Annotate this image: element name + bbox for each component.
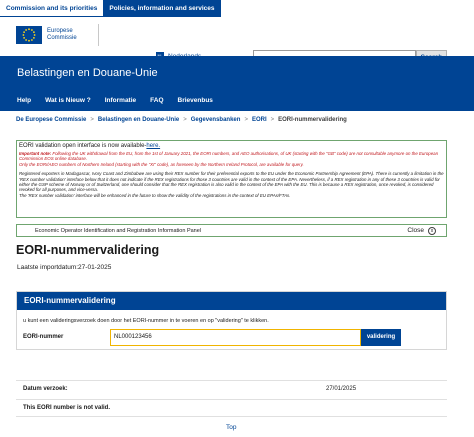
page-title: EORI-nummervalidering xyxy=(16,243,160,257)
close-button[interactable] xyxy=(407,227,436,235)
validate-button[interactable]: validering xyxy=(361,329,401,346)
tab-policies-information[interactable]: Policies, information and services xyxy=(103,0,220,17)
eu-flag-icon xyxy=(16,26,42,44)
breadcrumb-item-commission[interactable]: De Europese Commissie xyxy=(16,117,87,123)
breadcrumb-current: EORI-nummervalidering xyxy=(278,117,347,123)
close-icon: x xyxy=(428,227,436,235)
info-panel-title: Economic Operator Identification and Registration Information Panel xyxy=(35,227,202,234)
eori-input[interactable]: NL000123456 xyxy=(110,329,361,346)
notice-rex-text: Registered exporters in Madagascar, Ivory Coast and Zimbabwe are using their REX number for their preferential exports to the EU under the Economic Partnership Agreement (EPA). There is currently a limitation in the 'REX number validation' interface below that it does not indicate if the REX registrations for those 3 countries are valid in the context of the EPA. Nevertheless, if a REX registration in any of these 3 countries is valid for either the GSP scheme of Norway or of Switzerland, one should consider that the REX registration is also valid in the context of the EPA with the EU. This is because a REX registration, once revoked, is considered revoked for all purposes, and vice-versa. xyxy=(19,171,444,193)
breadcrumb-separator: > xyxy=(183,117,187,123)
request-date-value: 27/01/2025 xyxy=(326,386,357,392)
breadcrumb-item-databases[interactable]: Gegevensbanken xyxy=(190,117,241,123)
notice-open-interface xyxy=(19,143,444,149)
notice-important-text-2: Only the EORI/AEO numbers of Northern Ireland (starting with the "XI" code), as foreseen by the Northern Ireland Protocol, are available for query. xyxy=(19,161,304,167)
site-title: Belastingen en Douane-Unie xyxy=(17,67,158,79)
result-message-row xyxy=(16,400,447,417)
menu-item-information[interactable]: Informatie xyxy=(104,97,137,104)
tab-commission-priorities[interactable]: Commission and its priorities xyxy=(0,0,103,17)
logo-line-2: Commissie xyxy=(47,35,77,41)
notice-important-label: Important note: xyxy=(19,151,52,156)
validation-form xyxy=(16,291,447,350)
breadcrumb xyxy=(16,117,347,123)
breadcrumb-separator: > xyxy=(270,117,275,123)
menu-item-faq[interactable]: FAQ xyxy=(150,97,164,104)
notice-important xyxy=(19,151,444,167)
notice-rex-text-2: The 'REX number validation' interface will be enhanced in the future to show the validity of the registrations in the context of EU EPAs/FTAs. xyxy=(19,192,291,198)
form-heading: EORI-nummervalidering xyxy=(17,292,446,310)
logo-divider xyxy=(98,24,99,46)
menu-item-whats-new[interactable]: Wat is Nieuw ? xyxy=(45,97,91,104)
close-label: Close xyxy=(407,227,424,234)
back-to-top-link[interactable]: Top xyxy=(226,424,237,431)
ec-logo[interactable] xyxy=(16,26,77,44)
breadcrumb-separator: > xyxy=(244,117,248,123)
eori-label: EORI-nummer xyxy=(23,334,64,340)
notice-open-interface-text: EORI validation open interface is now available- xyxy=(19,143,147,149)
notice-box xyxy=(16,140,447,218)
request-date-label: Datum verzoek: xyxy=(23,386,68,392)
import-date: Laatste importdatum:27-01-2025 xyxy=(17,264,112,271)
notice-rex xyxy=(19,171,444,198)
info-panel xyxy=(16,224,447,237)
breadcrumb-item-taxation[interactable]: Belastingen en Douane-Unie xyxy=(97,117,180,123)
site-header xyxy=(0,17,474,61)
menu-item-mailbox[interactable]: Brievenbus xyxy=(177,97,213,104)
notice-here-link[interactable]: here. xyxy=(146,143,161,149)
logo-line-1: Europese xyxy=(47,28,73,34)
top-navigation xyxy=(0,0,474,17)
main-menu xyxy=(17,97,227,104)
logo-text xyxy=(47,28,77,42)
breadcrumb-separator: > xyxy=(90,117,94,123)
breadcrumb-item-eori[interactable]: EORI xyxy=(251,117,267,123)
form-intro: u kunt een valideringsverzoek doen door het EORI-nummer in te voeren en op "validering" te klikken. xyxy=(23,318,269,324)
result-message: This EORI number is not valid. xyxy=(23,405,111,411)
menu-item-help[interactable]: Help xyxy=(17,97,32,104)
result-date-row xyxy=(16,380,447,400)
notice-important-text: Following the UK withdrawal from the EU, from the 1st of January 2021, the EORI numbers, and AEO authorisations, of UK (starting with the "GB" code) are not consultable anymore on the European Commission EOS online database. xyxy=(19,151,439,162)
site-banner xyxy=(0,56,474,111)
